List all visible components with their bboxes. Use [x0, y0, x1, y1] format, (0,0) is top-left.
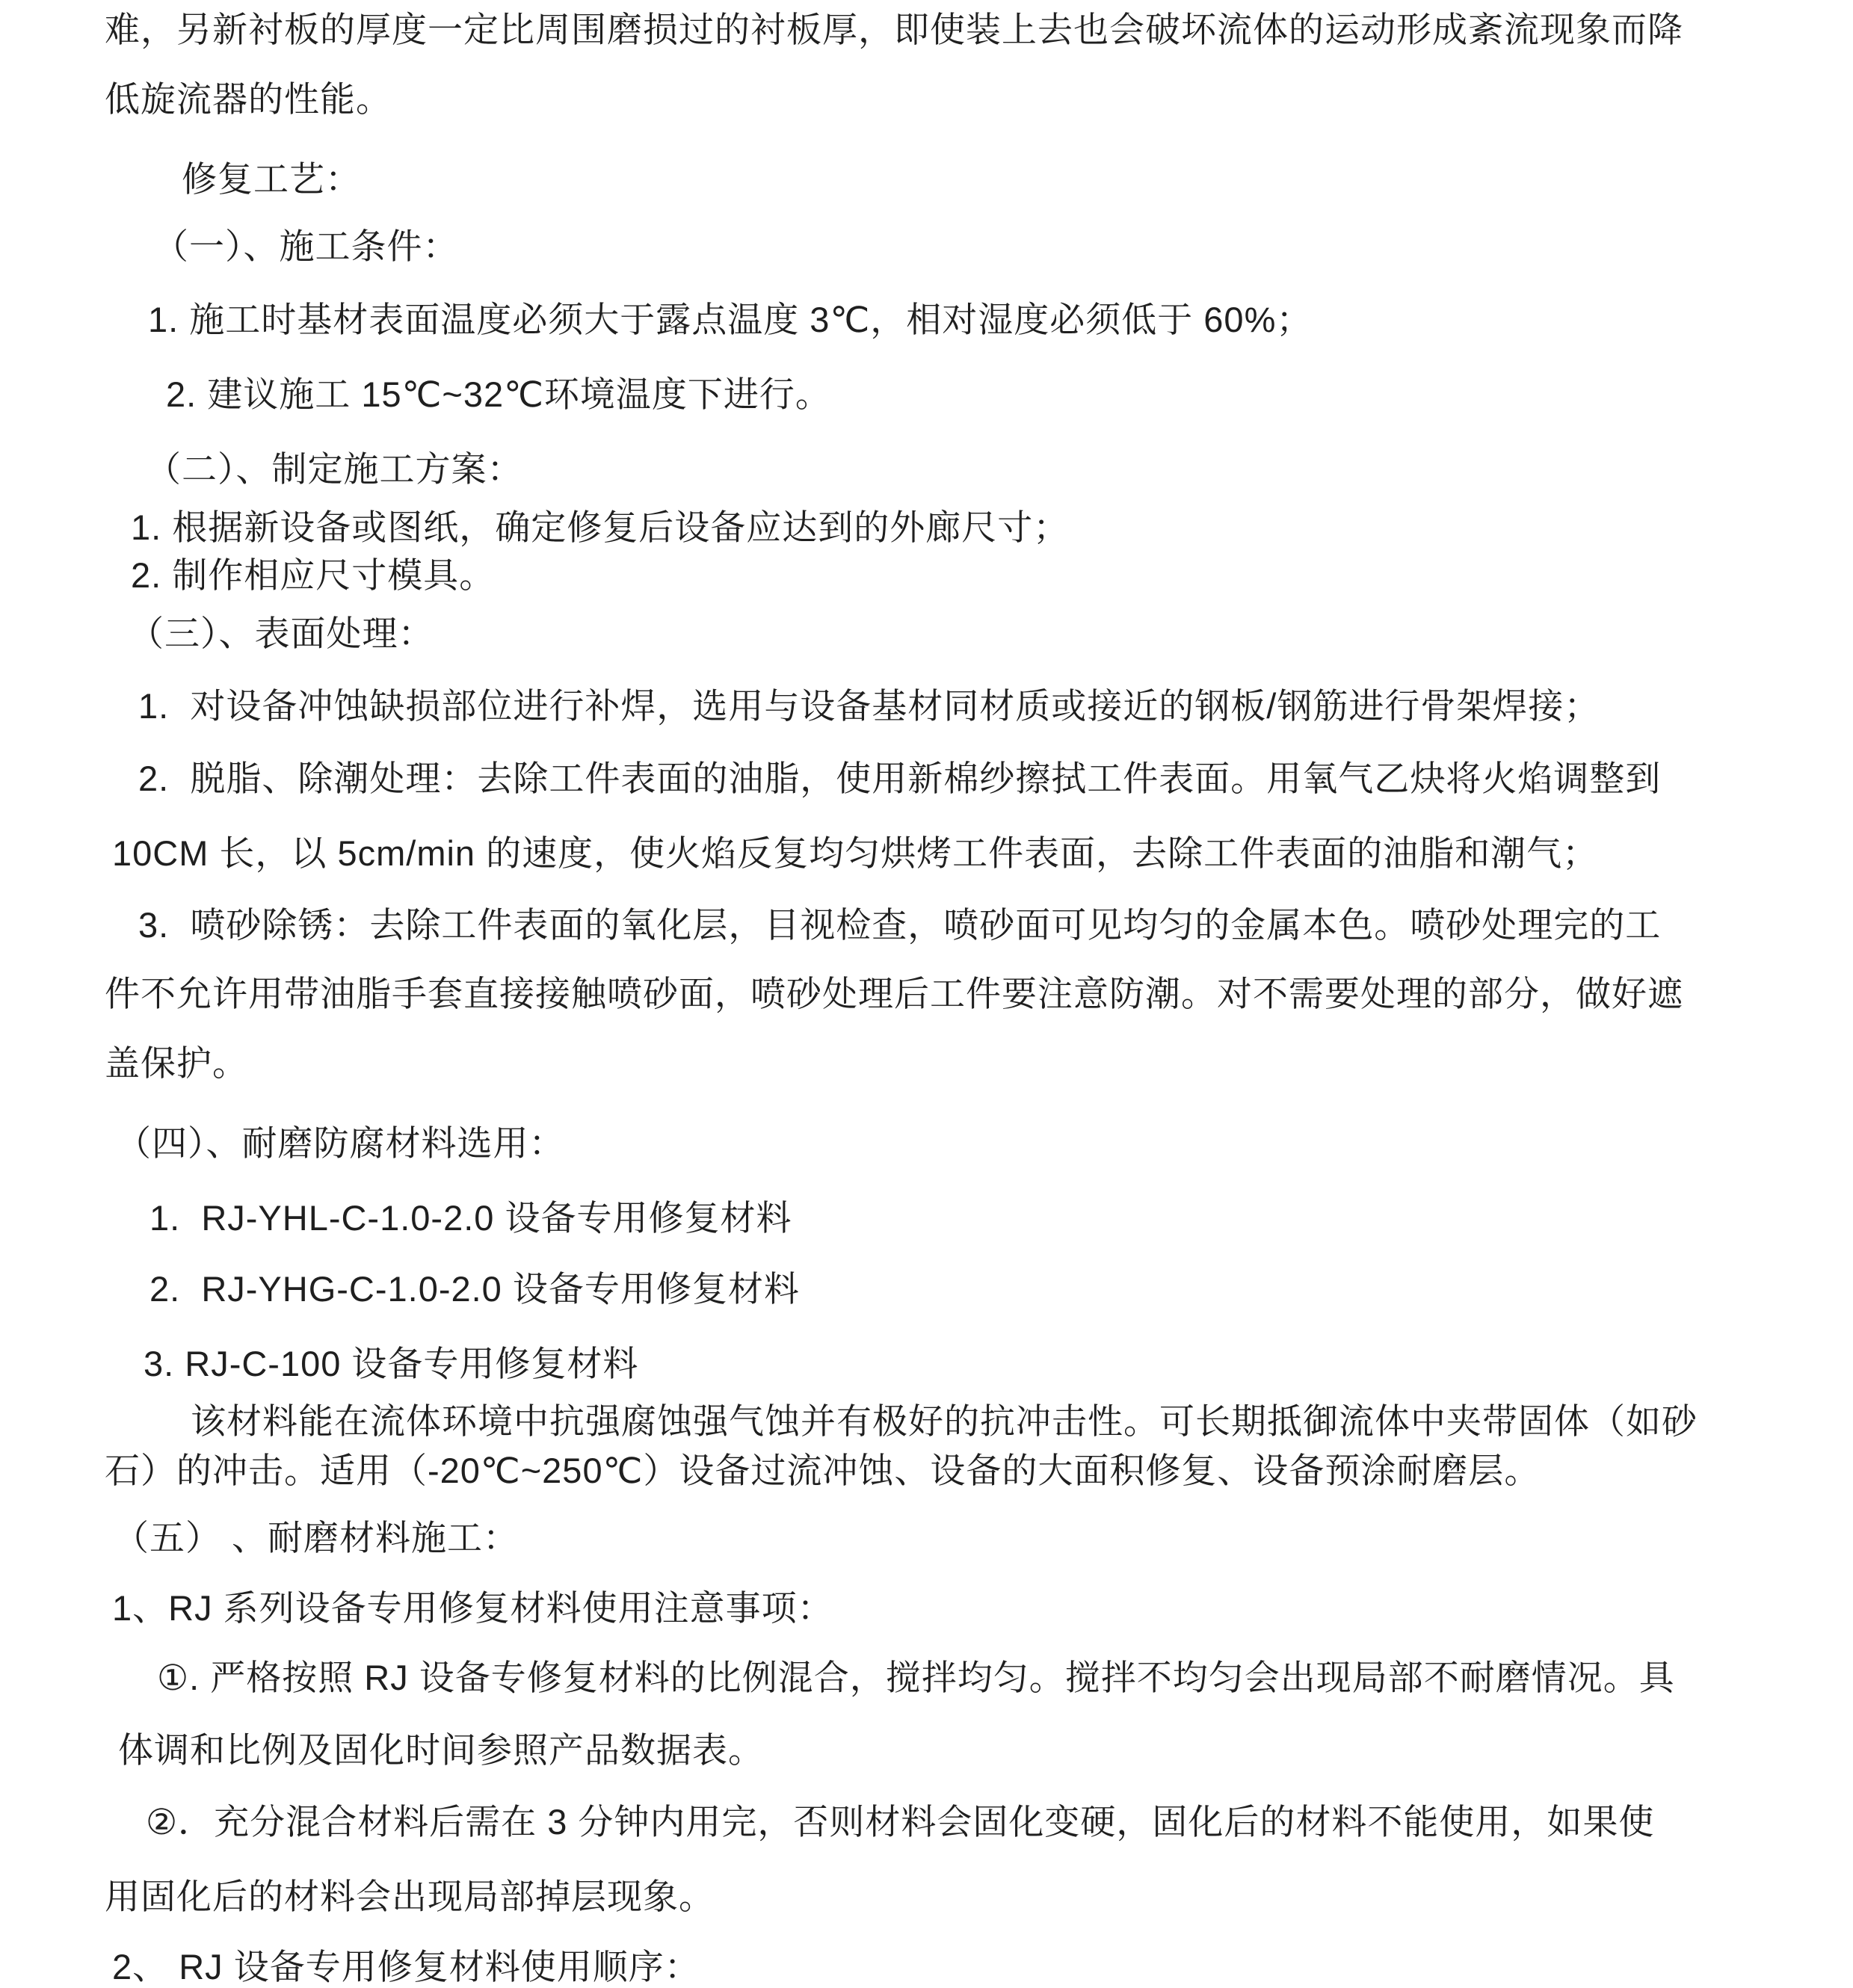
- text-line: 石）的冲击。适用（-20℃~250℃）设备过流冲蚀、设备的大面积修复、设备预涂耐磨层。: [105, 1451, 1541, 1490]
- text-line: 2. RJ-YHG-C-1.0-2.0 设备专用修复材料: [149, 1269, 800, 1309]
- text-line: 3. RJ-C-100 设备专用修复材料: [144, 1344, 639, 1383]
- text-line: 该材料能在流体环境中抗强腐蚀强气蚀并有极好的抗冲击性。可长期抵御流体中夹带固体（如砂: [191, 1401, 1698, 1441]
- text-line: ①. 严格按照 RJ 设备专修复材料的比例混合，搅拌均匀。搅拌不均匀会出现局部不耐磨情况。具: [157, 1658, 1675, 1697]
- text-line: （四）、耐磨防腐材料选用：: [116, 1123, 565, 1163]
- text-line: 2. 建议施工 15℃~32℃环境温度下进行。: [166, 374, 831, 414]
- text-line: 1. 对设备冲蚀缺损部位进行补焊，选用与设备基材同材质或接近的钢板/钢筋进行骨架焊接；: [138, 686, 1600, 726]
- text-line: 1. 根据新设备或图纸，确定修复后设备应达到的外廊尺寸；: [131, 507, 1070, 547]
- text-line: （一）、施工条件：: [153, 226, 459, 266]
- text-line: 用固化后的材料会出现局部掉层现象。: [105, 1877, 715, 1916]
- text-line: 修复工艺：: [182, 159, 361, 199]
- text-line: 难，另新衬板的厚度一定比周围磨损过的衬板厚，即使装上去也会破坏流体的运动形成紊流现象而降: [105, 10, 1683, 49]
- text-line: （五） 、耐磨材料施工：: [114, 1518, 519, 1558]
- text-line: 件不允许用带油脂手套直接接触喷砂面，喷砂处理后工件要注意防潮。对不需要处理的部分，做好遮: [105, 974, 1683, 1013]
- text-line: 低旋流器的性能。: [105, 79, 392, 119]
- text-line: 2、 RJ 设备专用修复材料使用顺序：: [112, 1947, 700, 1987]
- text-line: 10CM 长，以 5cm/min 的速度，使火焰反复均匀烘烤工件表面，去除工件表面的油脂和潮气；: [112, 833, 1599, 873]
- text-line: 盖保护。: [105, 1043, 248, 1083]
- text-line: 1. 施工时基材表面温度必须大于露点温度 3℃，相对湿度必须低于 60%；: [148, 300, 1313, 339]
- text-line: 体调和比例及固化时间参照产品数据表。: [118, 1730, 764, 1770]
- text-line: 1. RJ-YHL-C-1.0-2.0 设备专用修复材料: [149, 1198, 792, 1238]
- text-line: 2. 制作相应尺寸模具。: [131, 555, 496, 595]
- text-line: 3. 喷砂除锈：去除工件表面的氧化层，目视检查，喷砂面可见均匀的金属本色。喷砂处理完的工: [138, 905, 1662, 945]
- text-line: 1、RJ 系列设备专用修复材料使用注意事项：: [112, 1588, 833, 1628]
- text-line: （三）、表面处理：: [129, 614, 434, 653]
- text-line: 2. 脱脂、除潮处理：去除工件表面的油脂，使用新棉纱擦拭工件表面。用氧气乙炔将火焰调整到: [138, 759, 1662, 798]
- text-line: （二）、制定施工方案：: [146, 449, 523, 489]
- text-line: ②．充分混合材料后需在 3 分钟内用完，否则材料会固化变硬，固化后的材料不能使用，如果使: [146, 1802, 1655, 1842]
